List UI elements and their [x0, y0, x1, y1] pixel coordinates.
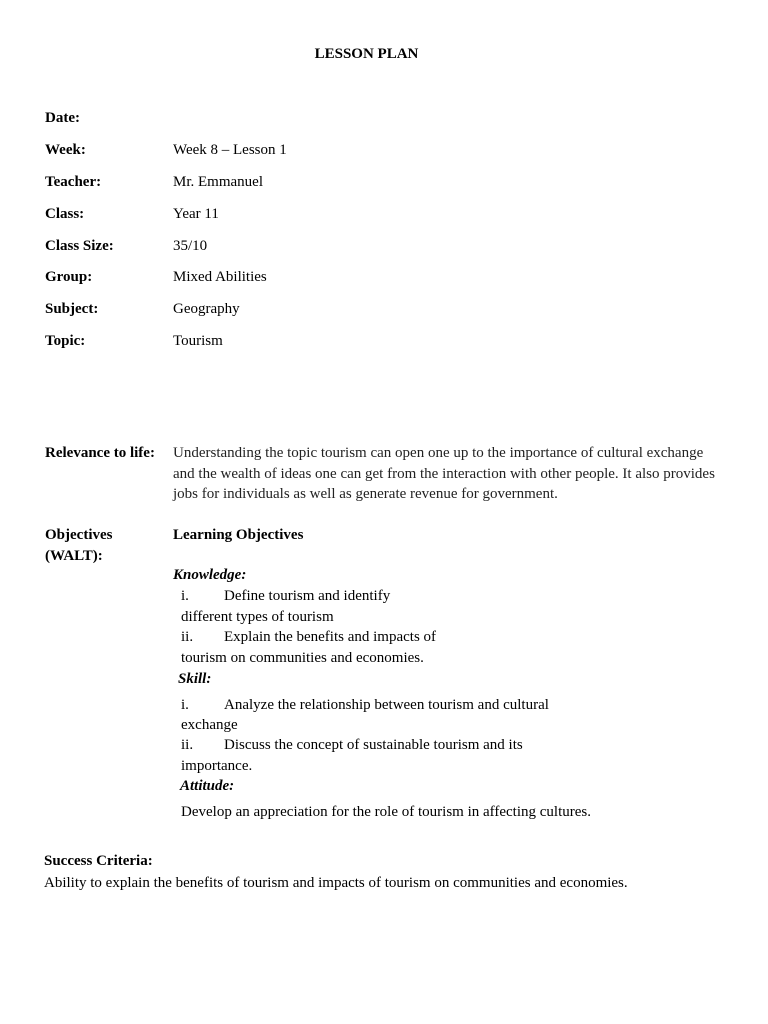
success-criteria-label: Success Criteria:	[44, 853, 153, 869]
week-value: Week 8 – Lesson 1	[173, 142, 287, 158]
date-label: Date:	[45, 110, 80, 126]
relevance-text: Understanding the topic tourism can open one up to the importance of cultural exchange and the wealth of ideas one can get from the interaction with other people. It also provides jobs for individuals as well as generate revenue for government.	[173, 445, 715, 502]
class-value: Year 11	[173, 206, 219, 222]
skill-heading: Skill:	[178, 671, 212, 687]
knowledge-item-1-continuation: different types of tourism	[181, 609, 334, 625]
class-label: Class:	[45, 206, 85, 222]
skill-item-1-text: Analyze the relationship between tourism and cultural	[224, 697, 549, 713]
knowledge-item-1-number: i.	[181, 588, 189, 604]
class-size-label: Class Size:	[45, 238, 114, 254]
group-label: Group:	[45, 269, 93, 285]
objectives-walt-label: (WALT):	[45, 548, 103, 564]
success-criteria-text: Ability to explain the benefits of tourism and impacts of tourism on communities and economies.	[44, 875, 628, 891]
topic-value: Tourism	[173, 333, 223, 349]
topic-label: Topic:	[45, 333, 86, 349]
teacher-label: Teacher:	[45, 174, 102, 190]
attitude-text: Develop an appreciation for the role of tourism in affecting cultures.	[181, 804, 591, 820]
group-value: Mixed Abilities	[173, 269, 267, 285]
week-label: Week:	[45, 142, 86, 158]
objectives-label: Objectives	[45, 527, 113, 543]
skill-item-1-number: i.	[181, 697, 189, 713]
skill-item-2-text: Discuss the concept of sustainable tourism and its	[224, 737, 523, 753]
skill-item-1-continuation: exchange	[181, 717, 238, 733]
knowledge-heading: Knowledge:	[173, 567, 247, 583]
knowledge-item-1-text: Define tourism and identify	[224, 588, 391, 604]
teacher-value: Mr. Emmanuel	[173, 174, 263, 190]
knowledge-item-2-text: Explain the benefits and impacts of	[224, 629, 437, 645]
subject-label: Subject:	[45, 301, 99, 317]
skill-item-2-number: ii.	[181, 737, 194, 753]
attitude-heading: Attitude:	[180, 778, 235, 794]
document-title: LESSON PLAN	[314, 46, 419, 62]
relevance-label: Relevance to life:	[45, 445, 155, 461]
subject-value: Geography	[173, 301, 240, 317]
knowledge-item-2-number: ii.	[181, 629, 194, 645]
knowledge-item-2-continuation: tourism on communities and economies.	[181, 650, 424, 666]
learning-objectives-heading: Learning Objectives	[173, 527, 304, 543]
class-size-value: 35/10	[173, 238, 208, 254]
skill-item-2-continuation: importance.	[181, 758, 253, 774]
